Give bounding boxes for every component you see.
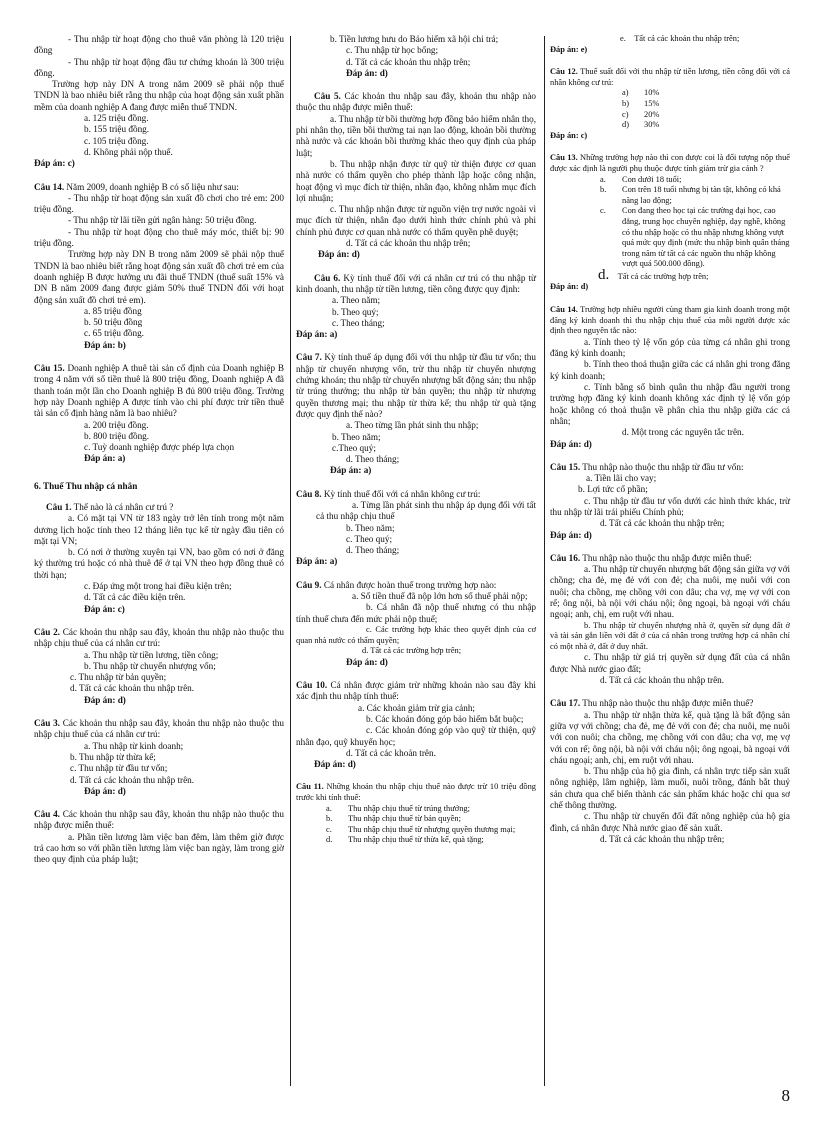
option: d. Tất cả các khoản thu nhập trên; xyxy=(600,833,725,844)
question-text: Các khoản thu nhập sau đây, khoản thu nhập nào thuộc thu nhập chịu thuế của cá nhân cư trú: xyxy=(34,626,284,649)
option: b. Tiền lương hưu do Bảo hiểm xã hội chi trả; xyxy=(330,34,499,44)
option: d. Tất cả các khoản thu nhập trên; xyxy=(346,56,471,67)
option: b. Lợi tức cổ phần; xyxy=(578,484,648,495)
option: b. Theo năm; xyxy=(346,522,395,533)
question-text: Thu nhập nào thuộc thu nhập được miễn thuế: xyxy=(582,552,752,563)
answer: Đáp án: d) xyxy=(84,694,126,705)
option: a. Các khoản giảm trừ gia cảnh; xyxy=(358,702,475,713)
option: b. Thu nhập của hộ gia đình, cá nhân trực tiếp sản xuất nông nghiệp, lâm nghiệp, làm muối, nuôi trồng, đánh bắt thuỷ sản chưa qua chế biến thành các sản phẩm khác hoặc chỉ qua sơ chế thông thường. xyxy=(550,766,790,811)
option: b. Cá nhân đã nộp thuế nhưng có thu nhập tính thuế chưa đến mức phải nộp thuế; xyxy=(296,602,536,624)
question-label: Câu 6. xyxy=(314,272,341,283)
question-label: Câu 12. xyxy=(550,67,578,77)
column-divider xyxy=(290,36,291,1086)
option-label: c. xyxy=(326,824,332,834)
question-1 xyxy=(34,502,284,513)
option xyxy=(550,34,790,45)
question-label: Câu 8. xyxy=(296,488,322,499)
option: a. Thu nhập từ chuyển nhượng bất động sản giữa vợ với chồng; cha đẻ, mẹ đẻ với con đẻ; cha nuôi, mẹ nuôi với con nuôi; cha chồng, mẹ chồng với con dâu; cha vợ, mẹ vợ với con rể; ông nội, bà nội với cháu nội; ông ngoại, bà ngoại với cháu ngoại; anh, chị, em ruột với nhau. xyxy=(550,564,790,620)
option: c. Đáp ứng một trong hai điều kiện trên; xyxy=(84,581,232,592)
question-label: Câu 16. xyxy=(550,552,581,563)
option: a. 200 triệu đồng. xyxy=(84,419,149,430)
option-text: Thu nhập chịu thuế từ thừa kế, quà tặng; xyxy=(348,835,484,845)
question-label: Câu 14. xyxy=(34,181,65,192)
option-text: 15% xyxy=(644,98,660,108)
option-list xyxy=(550,88,790,130)
option: c. Thu nhập từ học bổng; xyxy=(346,45,439,56)
question-12 xyxy=(550,67,790,88)
option: b. Thu nhập từ thừa kế; xyxy=(70,751,156,762)
question-text: Thu nhập nào thuộc thu nhập từ đầu tư vốn: xyxy=(582,461,744,472)
option: b. Thu nhập nhận được từ quỹ từ thiện được cơ quan nhà nước có thẩm quyền cho phép thành lập hoặc công nhận, hoạt động vì mục đích từ thiện, nhân đạo, không nhằm mục đích lợi nhuận; xyxy=(296,158,536,203)
option: c. Các trường hợp khác theo quyết định của cơ quan nhà nước có thẩm quyền; xyxy=(296,624,536,645)
question-15 xyxy=(34,363,284,419)
option: a. Theo từng lần phát sinh thu nhập; xyxy=(346,420,479,431)
option: d. Tất cả các điều kiện trên. xyxy=(84,592,186,603)
answer: Đáp án: b) xyxy=(84,339,126,350)
answer: Đáp án: d) xyxy=(346,656,388,667)
question-7 xyxy=(296,352,536,420)
answer: Đáp án: d) xyxy=(550,529,592,540)
question-text: Kỳ tính thuế đối với cá nhân không cư trú: xyxy=(323,488,481,499)
paragraph: - Thu nhập từ hoạt động sản xuất đồ chơi cho trẻ em: 200 triệu đồng. xyxy=(34,192,284,215)
option xyxy=(622,88,790,99)
option: a. Thu nhập từ bồi thường hợp đồng bảo hiểm nhân thọ, phi nhân thọ, tiền bồi thường tai nạn lao động, khoản bồi thường nhà nước và các khoản bồi thường khác theo quy định của pháp luật; xyxy=(296,113,536,158)
column-right xyxy=(550,34,790,845)
option-text: 30% xyxy=(644,120,660,130)
option: a. Có mặt tại VN từ 183 ngày trở lên tính trong một năm dương lịch hoặc tính theo 12 tháng liên tục kể từ ngày đầu tiên có mặt tại VN; xyxy=(34,513,284,546)
option: d. Tất cả các khoản thu nhập trên. xyxy=(600,675,725,686)
option: c. Thu nhập từ đầu tư vốn dưới các hình thức khác, trừ thu nhập từ lãi trái phiếu Chính phủ; xyxy=(550,495,790,517)
question-label: Câu 14. xyxy=(550,305,578,315)
question-text: Thuế suất đối với thu nhập từ tiền lương, tiền công đối với cá nhân không cư trú: xyxy=(550,67,790,87)
paragraph: Trường hợp này DN B trong năm 2009 sẽ phải nộp thuế TNDN là bao nhiêu biết rằng hoạt động sản xuất đồ chơi trẻ em của doanh nghiệp B được hưởng ưu đãi thuế TNDN (thuế suất 15% và DN B năm 2009 đang được giảm 50% thuế TNDN đối với hoạt động sản xuất đồ chơi trẻ em). xyxy=(34,249,284,305)
option: b. Theo năm; xyxy=(332,431,381,442)
question-text: Thế nào là cá nhân cư trú ? xyxy=(73,501,174,512)
question-label: Câu 7. xyxy=(296,352,322,363)
option: a. Tính theo tỷ lệ vốn góp của từng cá nhân ghi trong đăng ký kinh doanh; xyxy=(550,336,790,359)
question-text: Những trường hợp nào thì con được coi là đối tượng nộp thuế được xác định là người phụ thuộc được tính giảm trừ gia cảnh ? xyxy=(550,153,790,173)
question-label: Câu 11. xyxy=(296,782,324,792)
question-text: Các khoản thu nhập sau đây, khoản thu nhập nào thuộc thu nhập được miễn thuế: xyxy=(34,809,284,831)
question-11 xyxy=(296,782,536,803)
option-label: d. xyxy=(326,835,333,845)
option: a. Thu nhập từ kinh doanh; xyxy=(84,740,184,751)
option-label: b) xyxy=(622,98,629,108)
option: d. Theo tháng; xyxy=(346,454,400,465)
option: a. Số tiền thuế đã nộp lớn hơn số thuế phải nộp; xyxy=(352,591,528,602)
question-text: Các khoản thu nhập sau đây, khoản thu nhập nào thuộc thu nhập chịu thuế của cá nhân cư trú: xyxy=(34,718,284,740)
option: a. 125 triệu đồng. xyxy=(84,113,149,124)
option: d. Tất cả các trường hợp trên; xyxy=(362,646,462,656)
option: c. Tuỳ doanh nghiệp được phép lựa chọn xyxy=(84,442,235,453)
paragraph: - Thu nhập từ lãi tiền gửi ngân hàng: 50 triệu đồng. xyxy=(68,215,257,226)
option xyxy=(600,185,790,206)
question-6 xyxy=(296,273,536,296)
answer: Đáp án: d) xyxy=(318,249,360,260)
option-text: Thu nhập chịu thuế từ trúng thưởng; xyxy=(348,803,470,813)
question-label: Câu 4. xyxy=(34,809,60,820)
question-4 xyxy=(34,809,284,832)
option-label: c. xyxy=(600,206,606,216)
option: a. Phần tiền lương làm việc ban đêm, làm thêm giờ được trả cao hơn so với phần tiền lương làm việc ban ngày, làm trong giờ theo quy định của pháp luật; xyxy=(34,831,284,865)
option: d. Không phải nộp thuế. xyxy=(84,146,173,157)
answer: Đáp án: d) xyxy=(550,438,592,449)
question-13 xyxy=(550,153,790,174)
option: c. Thu nhập từ chuyển đổi đất nông nghiệp của hộ gia đình, cá nhân được Nhà nước giao để sản xuất. xyxy=(550,811,790,833)
paragraph: - Thu nhập từ hoạt động đầu tư chứng khoán là 300 triệu đồng. xyxy=(34,56,284,78)
option-label: a. xyxy=(326,803,332,813)
option: b. 800 triệu đồng. xyxy=(84,430,150,441)
option: d. Tất cả các khoản thu nhập trên; xyxy=(346,238,471,249)
option: d. Tất cả các khoản thu nhập trên; xyxy=(600,518,725,529)
question-text: Năm 2009, doanh nghiệp B có số liệu như sau: xyxy=(66,181,239,192)
question-label: Câu 13. xyxy=(550,153,578,163)
option xyxy=(600,206,790,270)
option-text: 10% xyxy=(644,88,660,98)
option xyxy=(600,174,790,186)
option-label: d. xyxy=(598,266,610,283)
option: a. 85 triệu đồng xyxy=(84,305,142,316)
question-label: Câu 2. xyxy=(34,626,60,637)
option: b. 50 triệu đồng xyxy=(84,317,143,328)
question-10 xyxy=(296,680,536,703)
question-label: Câu 5. xyxy=(314,91,341,102)
option xyxy=(622,120,790,131)
option-list xyxy=(296,804,536,846)
option: c. Thu nhập từ đầu tư vốn; xyxy=(70,763,168,774)
option: c. Các khoản đóng góp vào quỹ từ thiện, quỹ nhân đạo, quỹ khuyến học; xyxy=(296,725,536,747)
option-text: Tất cả các khoản thu nhập trên; xyxy=(634,34,740,43)
option-text: Thu nhập chịu thuế từ nhượng quyền thương mại; xyxy=(348,824,516,834)
option: d. Tất cả các khoản thu nhập trên. xyxy=(70,774,195,785)
option-text: Thu nhập chịu thuế từ bản quyền; xyxy=(348,814,461,824)
option: b. Thu nhập từ chuyển nhượng vốn; xyxy=(84,660,216,671)
column-middle xyxy=(296,34,536,846)
question-text: Những khoản thu nhập chịu thuế nào được trừ 10 triệu đồng trước khi tính thuế: xyxy=(296,782,536,802)
question-text: Thu nhập nào thuộc thu nhập được miễn thuế? xyxy=(582,698,754,709)
option xyxy=(326,803,536,815)
option: b. Theo quý; xyxy=(332,306,379,317)
option: c. 105 triệu đồng. xyxy=(84,135,149,146)
option xyxy=(326,824,536,836)
question-text: Các khoản thu nhập sau đây, khoản thu nhập nào thuộc thu nhập được miễn thuế: xyxy=(296,91,537,113)
answer: Đáp án: c) xyxy=(550,130,588,140)
question-text: Cá nhân được hoàn thuế trong trường hợp nào: xyxy=(323,579,497,590)
question-text: Cá nhân được giảm trừ những khoản nào sau đây khi xác định thu nhập tính thuế: xyxy=(296,680,536,702)
option-label: c) xyxy=(622,109,629,119)
option-text: 20% xyxy=(644,109,660,119)
question-label: Câu 15. xyxy=(550,461,581,472)
option: c. Theo tháng; xyxy=(332,317,385,328)
question-label: Câu 3. xyxy=(34,718,60,729)
section-title: 6. Thuế Thu nhập cá nhân xyxy=(34,480,138,491)
answer: Đáp án: c) xyxy=(84,603,125,614)
question-14 xyxy=(34,182,284,193)
question-15 xyxy=(550,462,790,473)
option-label: e. xyxy=(620,34,626,43)
column-divider xyxy=(544,36,545,1086)
paragraph: Trường hợp này DN A trong năm 2009 sẽ phải nộp thuế TNDN là bao nhiêu biết rằng thu nhập của hoạt động sản xuất phần mềm của doanh nghiệp A đang được miễn thuế TNDN. xyxy=(34,79,284,112)
option: c. Thu nhập từ bản quyền; xyxy=(70,672,167,683)
option: b. 155 triệu đồng. xyxy=(84,124,150,135)
question-17 xyxy=(550,698,790,709)
option: b. Thu nhập từ chuyển nhượng nhà ở, quyền sử dụng đất ở và tài sản gắn liền với đất ở của cá nhân trong trường hợp cá nhân chỉ có một nhà ở, đất ở duy nhất. xyxy=(550,620,790,651)
option: d. Tất cả các khoản thu nhập trên. xyxy=(70,683,195,694)
option-label: a. xyxy=(600,174,606,184)
question-text: Trường hợp nhiều người cùng tham gia kinh doanh trong một đăng ký kinh doanh thì thu nhập chịu thuế của mỗi người được xác định theo nguyên tắc nào: xyxy=(550,305,790,336)
question-label: Câu 17. xyxy=(550,698,581,709)
question-label: Câu 1. xyxy=(46,501,72,512)
option: a. Từng lần phát sinh thu nhập áp dụng đối với tất cả thu nhập chịu thuế xyxy=(316,499,536,522)
option xyxy=(326,835,536,846)
option xyxy=(622,109,790,121)
question-text: Kỳ tính thuế áp dụng đối với thu nhập từ đầu tư vốn; thu nhập từ chuyển nhượng vốn, trừ thu nhập từ chuyển nhượng chứng khoán; thu nhập từ chuyển nhượng bất động sản; thu nhập từ trúng thưởng; thu nhập từ bản quyền; thu nhập từ nhượng quyền thương mại; thu nhập từ thừa kế; thu nhập từ quà tặng được quy định thế nào? xyxy=(296,352,536,419)
answer: Đáp án: a) xyxy=(84,453,126,464)
answer: Đáp án: d) xyxy=(346,67,388,78)
answer: Đáp án: a) xyxy=(296,556,338,567)
answer: Đáp án: a) xyxy=(330,465,372,476)
option: c. 65 triệu đồng. xyxy=(84,328,144,339)
question-label: Câu 15. xyxy=(34,363,65,374)
option-text: Con đang theo học tại các trường đại học, cao đẳng, trung học chuyên nghiệp, dạy nghề, không có thu nhập hoặc có thu nhập nhưng không vượt quá mức quy định (mức thu nhập bình quân tháng trong năm từ tất cả các nguồn thu nhập không vượt quá 500.000 đồng). xyxy=(622,206,790,269)
option-label: d) xyxy=(622,120,629,130)
option-list xyxy=(550,175,790,270)
question-label: Câu 10. xyxy=(296,680,328,691)
option xyxy=(550,266,790,283)
question-14 xyxy=(550,305,790,337)
option: b. Các khoản đóng góp bảo hiểm bắt buộc; xyxy=(366,713,524,724)
answer: Đáp án: d) xyxy=(550,282,589,292)
answer: Đáp án: e) xyxy=(550,44,588,54)
option: a. Theo năm; xyxy=(332,295,381,306)
question-2 xyxy=(34,627,284,650)
option: d. Theo tháng; xyxy=(346,545,400,556)
question-3 xyxy=(34,718,284,741)
answer: Đáp án: a) xyxy=(296,329,338,340)
option: c. Theo quý; xyxy=(346,533,393,544)
column-left xyxy=(34,34,284,866)
page-number: 8 xyxy=(781,1086,790,1105)
option: b. Có nơi ở thường xuyên tại VN, bao gồm có nơi ở đăng ký thường trú hoặc có nhà thuê để ở tại VN theo hợp đồng thuê có thời hạn; xyxy=(34,547,284,580)
option xyxy=(622,98,790,110)
option: c. Thu nhập nhận được từ nguồn viện trợ nước ngoài vì mục đích từ thiện, nhân đạo dưới hình thức chính phủ và phi chính phủ được cơ quan nhà nước có thẩm quyền phê duyệt; xyxy=(296,204,536,237)
answer: Đáp án: c) xyxy=(34,158,75,169)
option: c.Theo quý; xyxy=(332,442,376,453)
question-5 xyxy=(296,91,536,114)
option-label: b. xyxy=(326,814,333,824)
option-text: Tất cả các trường hợp trên; xyxy=(617,271,709,281)
question-text: Kỳ tính thuế đối với cá nhân cư trú có thu nhập từ kinh doanh, thu nhập từ tiền lương, tiền công được quy định: xyxy=(296,272,537,294)
option: c. Tính bằng số bình quân thu nhập đầu người trong trường hợp đăng ký kinh doanh không xác định tỷ lệ vốn góp hoặc không có thoả thuận về phân chia thu nhập giữa các cá nhân; xyxy=(550,382,790,426)
question-label: Câu 9. xyxy=(296,579,322,590)
option: d. Tất cả các khoản trên. xyxy=(346,747,436,758)
option: a. Thu nhập từ tiền lương, tiền công; xyxy=(84,649,219,660)
option: a. Tiền lãi cho vay; xyxy=(586,473,657,484)
option-text: Con trên 18 tuổi nhưng bị tàn tật, không có khả năng lao động; xyxy=(622,185,781,205)
option: a. Thu nhập từ nhận thừa kế, quà tặng là bất động sản giữa vợ với chồng; cha đẻ, mẹ đẻ với con đẻ; cha nuôi, mẹ nuôi với con nuôi; cha chồng, mẹ chồng với con dâu; cha vợ, mẹ vợ với con rể; ông nội, bà nội với cháu nội; ông ngoại, bà ngoại với cháu ngoại; anh, chị, em ruột với nhau. xyxy=(550,709,790,765)
option-text: Con dưới 18 tuổi; xyxy=(622,174,682,184)
question-16 xyxy=(550,553,790,564)
paragraph: - Thu nhập từ hoạt động cho thuê máy móc, thiết bị: 90 triệu đồng. xyxy=(34,226,284,249)
option-label: a) xyxy=(622,88,629,98)
answer: Đáp án: d) xyxy=(314,759,356,770)
paragraph: - Thu nhập từ hoạt động cho thuê văn phòng là 120 triệu đồng xyxy=(34,34,284,56)
question-9 xyxy=(296,580,536,591)
answer: Đáp án: d) xyxy=(84,785,126,796)
option-label: b. xyxy=(600,185,607,195)
question-8 xyxy=(296,489,536,500)
question-text: Doanh nghiệp A thuê tài sản cố định của Doanh nghiệp B trong 4 năm với số tiền thuê là 800 triệu đồng, Doanh nghiệp A đã thanh toán một lần cho Doanh nghiệp B đủ 800 triệu đồng. Trường hợp này Doanh nghiệp A được tính vào chi phí được trừ tiền thuê tài sản cố định hàng năm là bao nhiêu? xyxy=(34,363,285,419)
option: c. Thu nhập từ giá trị quyền sử dụng đất của cá nhân được Nhà nước giao đất; xyxy=(550,652,790,674)
option: b. Tính theo thoả thuận giữa các cá nhân ghi trong đăng ký kinh doanh; xyxy=(550,359,790,381)
option: d. Một trong các nguyên tắc trên. xyxy=(622,427,744,438)
option xyxy=(326,814,536,825)
